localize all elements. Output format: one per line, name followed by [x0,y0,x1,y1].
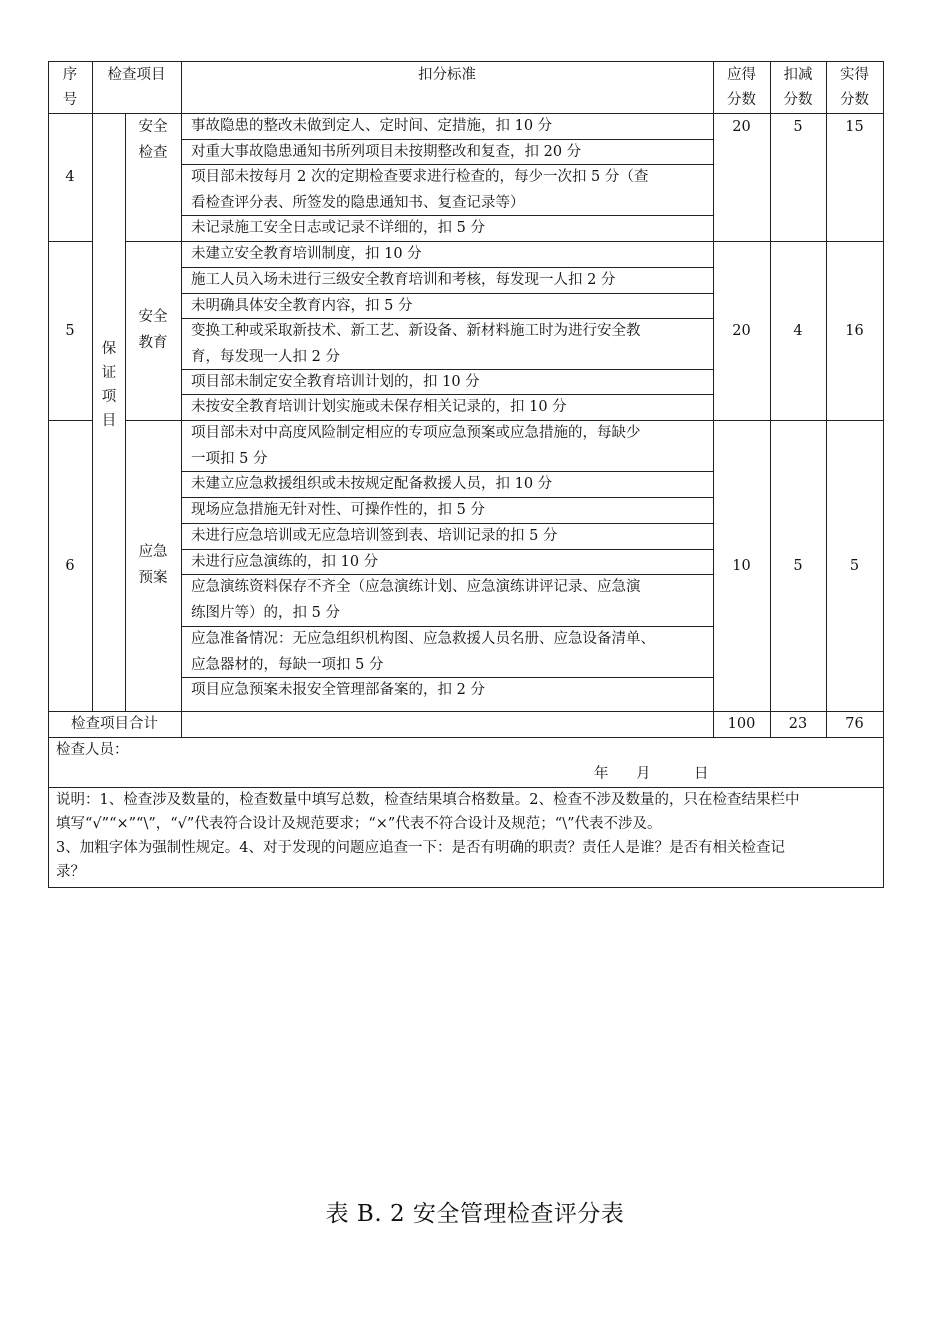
group-label-guarantee-items: 保证项目 [101,341,117,429]
notes-line: 填写“√”“×”“\”，“√”代表符合设计及规范要求；“×”代表不符合设计及规范；“\”代表不涉及。 [56,816,662,832]
due-score: 10 [732,557,751,574]
actual-score: 5 [849,557,860,574]
section-seq-number: 6 [65,557,75,574]
criteria-text: 未明确具体安全教育内容，扣 5 分 [191,298,413,314]
criteria-text: 看检查评分表、所签发的隐患通知书、复查记录等） [191,195,525,211]
notes-line: 录？ [56,864,85,880]
header-item-label: 检查项目 [107,67,166,83]
criteria-text: 变换工种或采取新技术、新工艺、新设备、新材料施工时为进行安全教 [191,323,641,339]
group-left-divider [92,113,93,711]
section-divider-seq [48,241,92,242]
notes-line: 说明：1、检查涉及数量的，检查数量中填写总数，检查结果填合格数量。2、检查不涉及数量的，只在检查结果栏中 [56,792,800,808]
criteria-text: 事故隐患的整改未做到定人、定时间、定措施，扣 10 分 [191,118,553,134]
criteria-text: 应急演练资料保存不齐全（应急演练计划、应急演练讲评记录、应急演 [191,579,641,595]
section-name: 预案 [138,569,168,586]
table-border-right [883,61,884,887]
criteria-right-divider [713,61,714,737]
date-year: 年 [594,766,609,782]
section-name: 应急 [138,543,168,560]
date-day: 日 [694,766,709,782]
header-criteria-label: 扣分标准 [418,67,476,83]
section-divider-seq [48,420,92,421]
inspection-score-table [48,61,884,887]
total-row-bottom [48,737,883,738]
criteria-text: 未建立应急救援组织或未按规定配备救援人员，扣 10 分 [191,476,553,492]
header-deduct-label: 分数 [783,92,813,108]
criteria-text: 育，每发现一人扣 2 分 [191,349,340,365]
header-due-label: 应得 [727,67,756,83]
section-name: 检查 [138,145,168,161]
due-score: 20 [732,119,751,135]
criteria-text: 未进行应急演练的，扣 10 分 [191,554,379,570]
criteria-text: 未建立安全教育培训制度，扣 10 分 [191,246,422,262]
document-title: 表 B. 2 安全管理检查评分表 [325,1201,625,1227]
table-border-bottom [48,887,884,888]
header-seq-label: 号 [62,92,78,108]
section-name: 教育 [138,334,168,351]
criteria-text: 施工人员入场未进行三级安全教育培训和考核，每发现一人扣 2 分 [191,272,616,288]
deduct-right-divider [826,61,827,737]
inspector-label: 检查人员： [56,742,129,758]
due-score: 20 [732,322,751,339]
notes-line: 3、加粗字体为强制性规定。4、对于发现的问题应追查一下：是否有明确的职责？责任人是谁？是否有相关检查记 [56,840,785,856]
total-due: 100 [727,716,756,732]
criteria-text: 现场应急措施无针对性、可操作性的，扣 5 分 [191,502,485,518]
criteria-text: 未进行应急培训或无应急培训签到表、培训记录的扣 5 分 [191,528,558,544]
criteria-text: 项目部未对中高度风险制定相应的专项应急预案或应急措施的，每缺少 [191,425,641,441]
criteria-text: 练图片等）的，扣 5 分 [191,605,340,621]
header-actual-label: 分数 [840,92,869,108]
criteria-text: 应急准备情况：无应急组织机构图、应急救援人员名册、应急设备清单、 [191,631,655,647]
criteria-left-divider [181,61,182,737]
criteria-text: 未记录施工安全日志或记录不详细的，扣 5 分 [191,220,485,236]
total-label: 检查项目合计 [71,716,158,732]
header-actual-label: 实得 [840,67,869,83]
criteria-text: 未按安全教育培训计划实施或未保存相关记录的，扣 10 分 [191,399,567,415]
criteria-text: 项目部未按每月 2 次的定期检查要求进行检查的，每少一次扣 5 分（查 [191,169,649,185]
criteria-text: 项目部未制定安全教育培训计划的，扣 10 分 [191,374,480,390]
criteria-text: 对重大事故隐患通知书所列项目未按期整改和复查，扣 20 分 [191,144,582,160]
header-seq-label: 序 [62,67,78,83]
header-deduct-label: 扣减 [783,67,813,83]
section-seq-number: 5 [65,322,75,339]
actual-score: 16 [845,322,864,339]
section-seq-number: 4 [65,169,75,185]
section-name: 安全 [138,308,168,325]
due-right-divider [770,61,771,737]
total-deduct: 23 [788,716,808,732]
actual-score: 15 [845,119,864,135]
deduct-score: 4 [793,322,803,339]
criteria-text: 应急器材的，每缺一项扣 5 分 [191,657,384,673]
deduct-score: 5 [793,119,803,135]
section-name: 安全 [138,119,168,135]
header-due-label: 分数 [727,92,756,108]
group-right-divider [125,113,126,711]
date-month: 月 [636,766,651,782]
total-actual: 76 [845,716,864,732]
criteria-text: 一项扣 5 分 [191,451,268,467]
criteria-text: 项目应急预案未报安全管理部备案的，扣 2 分 [191,682,485,698]
deduct-score: 5 [793,557,803,574]
